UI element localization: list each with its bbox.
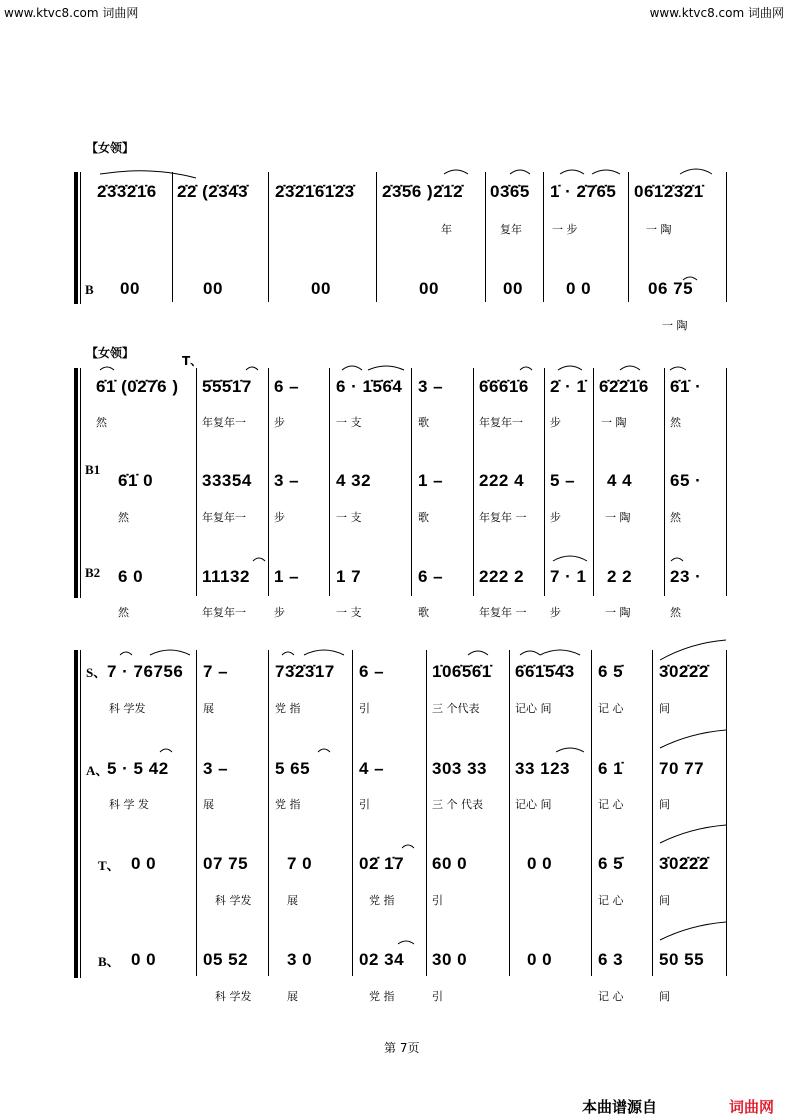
measure: 3̇02̇2̇2̇ <box>659 662 709 681</box>
measure: 6 5̇ <box>598 662 624 681</box>
measure: 05 52 <box>203 950 249 969</box>
tenor-entry-tag: T、 <box>182 354 203 368</box>
slur <box>468 651 488 655</box>
slur <box>520 651 540 655</box>
measure: 6 – <box>418 567 444 586</box>
part-label-soprano: S、 <box>86 665 107 680</box>
slur <box>660 730 726 748</box>
lyric: 党 指 <box>275 702 301 715</box>
lyric: 复年 <box>500 223 522 236</box>
lyric: 展 <box>287 990 298 1003</box>
measure: 6̇6̇6̇1̇6 <box>479 377 529 396</box>
measure: 3̇02̇2̇2̇ <box>659 854 709 873</box>
measure: 6 5̇ <box>598 854 624 873</box>
measure: 03̇6̇5 <box>490 182 530 201</box>
slur <box>620 366 640 370</box>
slur <box>670 367 686 370</box>
measure: 1 – <box>418 471 444 490</box>
measure: 3 – <box>274 471 300 490</box>
measure: 6 1̇ <box>598 759 624 778</box>
slur <box>540 650 580 655</box>
part-label-bass: B、 <box>98 954 120 969</box>
measure: 0 0 <box>527 950 553 969</box>
lyric: 党 指 <box>275 798 301 811</box>
measure: 2̇2̇ (2̇3̇4̇3̇ <box>177 182 249 201</box>
lyric: 年复年一 <box>202 606 246 619</box>
measure: 33354 <box>202 471 252 490</box>
measure: 73̇2̇3̇17 <box>275 662 335 681</box>
measure: 1̇ · 2̇7̇6̇5 <box>550 182 617 201</box>
lyric: 一 陶 <box>605 511 631 524</box>
lyric: 步 <box>550 606 561 619</box>
measure: 4 – <box>359 759 385 778</box>
measure: 6̇1̇ 0 <box>118 471 154 490</box>
measure: 3 – <box>203 759 229 778</box>
lyric: 三 个 代表 <box>432 798 483 811</box>
lyric: 三 个代表 <box>432 702 480 715</box>
slur <box>282 652 294 655</box>
measure: 1̇06̇5̇6̇1̇ <box>432 662 492 681</box>
lyric: 引 <box>359 702 370 715</box>
measure: 65 · <box>670 471 702 490</box>
measure: 3 – <box>418 377 444 396</box>
lyric: 一 陶 <box>662 319 688 332</box>
measure: 06 75 <box>648 279 694 298</box>
part-label-tenor: T、 <box>98 858 120 873</box>
slur <box>368 366 404 370</box>
measure: 00 <box>120 279 140 298</box>
lyric: 然 <box>118 511 129 524</box>
lyric: 一 陶 <box>601 416 627 429</box>
lyric: 科 学发 <box>215 894 252 907</box>
measure: 00 <box>419 279 439 298</box>
measure: 0 0 <box>527 854 553 873</box>
lyric: 间 <box>659 798 670 811</box>
measure: 33 123 <box>515 759 570 778</box>
slur <box>510 170 530 174</box>
measure: 02̇ 1̇7 <box>359 854 405 873</box>
measure: 1 – <box>274 567 300 586</box>
lyric: 步 <box>550 511 561 524</box>
measure: 5̇5̇5̇1̇7 <box>202 377 252 396</box>
lyric: 歌 <box>418 606 429 619</box>
slur <box>680 169 712 174</box>
measure: 0 0 <box>566 279 592 298</box>
measure: 5 – <box>550 471 576 490</box>
slur <box>592 170 620 174</box>
measure: 303 33 <box>432 759 487 778</box>
slur <box>120 652 132 655</box>
lyric: 然 <box>96 416 107 429</box>
lyric: 引 <box>432 894 443 907</box>
slur <box>100 367 114 370</box>
measure: 2̇3̇3̇2̇1̇6 <box>97 182 157 201</box>
slur <box>150 650 190 655</box>
part-label-alto: A、 <box>86 763 109 778</box>
measure: 6̇6̇1̇5̇4̇3 <box>515 662 575 681</box>
measure: 00 <box>503 279 523 298</box>
measure: 6̇1̇ (0̇2̇7̇6 ) <box>96 377 179 396</box>
slur <box>444 170 468 174</box>
header-right-watermark: www.ktvc8.com 词曲网 <box>649 6 784 20</box>
lyric: 记心 间 <box>515 798 552 811</box>
lyric: 然 <box>118 606 129 619</box>
slur <box>160 749 172 752</box>
lyric: 展 <box>287 894 298 907</box>
lyric: 一 支 <box>336 416 362 429</box>
measure: 2̇ · 1̇ <box>550 377 587 396</box>
slur <box>304 650 344 655</box>
slur <box>398 941 414 944</box>
header-left-watermark: www.ktvc8.com 词曲网 <box>4 6 139 20</box>
lyric: 一 陶 <box>605 606 631 619</box>
lyric: 然 <box>670 606 681 619</box>
lyric: 间 <box>659 894 670 907</box>
measure: 60 0 <box>432 854 468 873</box>
measure: 06̇1̇2̇3̇2̇1̇ <box>634 182 704 201</box>
lyric: 记 心 <box>598 798 624 811</box>
lyric: 一 步 <box>552 223 578 236</box>
slur <box>558 366 582 370</box>
measure: 6 0 <box>118 567 144 586</box>
measure: 7 0 <box>287 854 313 873</box>
lyric: 步 <box>550 416 561 429</box>
measure: 70 77 <box>659 759 705 778</box>
source-site: 词曲网 <box>729 1098 775 1116</box>
page-number: 第 7页 <box>384 1041 420 1055</box>
slur <box>683 277 697 280</box>
measure: 4 32 <box>336 471 372 490</box>
lyric: 引 <box>359 798 370 811</box>
measure: 7 · 76756 <box>107 662 184 681</box>
lyric: 间 <box>659 990 670 1003</box>
slur <box>556 748 584 752</box>
lyric: 一 支 <box>336 606 362 619</box>
lyric: 步 <box>274 606 285 619</box>
lyric: 年复年一 <box>479 416 523 429</box>
lyric: 记 心 <box>598 702 624 715</box>
slur <box>660 640 726 660</box>
lyric: 展 <box>203 702 214 715</box>
slur <box>660 825 726 843</box>
lyric: 步 <box>274 416 285 429</box>
slur <box>318 749 330 752</box>
measure: 07 75 <box>203 854 249 873</box>
part-label-b2: B2 <box>85 565 101 580</box>
part-label-b1: B1 <box>85 462 101 477</box>
lyric: 年复年 一 <box>479 606 527 619</box>
slur <box>253 558 265 561</box>
measure: 0 0 <box>131 950 157 969</box>
lyric: 记心 间 <box>515 702 552 715</box>
lyric: 然 <box>670 511 681 524</box>
lyric: 一 支 <box>336 511 362 524</box>
measure: 2̇3̇5̇6 )2̇1̇2̇ <box>382 182 464 201</box>
measure: 222 2 <box>479 567 525 586</box>
slur <box>553 556 587 561</box>
measure: 3 0 <box>287 950 313 969</box>
lyric: 科 学发 <box>109 702 146 715</box>
measure: 5 65 <box>275 759 311 778</box>
part-label-b: B <box>85 282 94 297</box>
measure: 6 3 <box>598 950 624 969</box>
measure: 222 4 <box>479 471 525 490</box>
slur <box>660 922 726 940</box>
measure: 00 <box>203 279 223 298</box>
lyric: 年复年一 <box>202 511 246 524</box>
lyric: 党 指 <box>369 894 395 907</box>
slur <box>246 367 258 370</box>
lyric: 年复年一 <box>202 416 246 429</box>
lyric: 歌 <box>418 416 429 429</box>
slur <box>560 170 584 174</box>
lyric: 一 陶 <box>646 223 672 236</box>
measure: 4 4 <box>607 471 633 490</box>
lyric: 记 心 <box>598 990 624 1003</box>
lyric: 党 指 <box>369 990 395 1003</box>
slur <box>402 845 414 848</box>
slur <box>342 366 362 370</box>
measure: 5 · 5 42 <box>107 759 169 778</box>
lyric: 步 <box>274 511 285 524</box>
lyric: 科 学 发 <box>109 798 149 811</box>
lyric: 科 学发 <box>215 990 252 1003</box>
measure: 00 <box>311 279 331 298</box>
lyric: 间 <box>659 702 670 715</box>
slur <box>520 367 532 370</box>
measure: 30 0 <box>432 950 468 969</box>
lyric: 展 <box>203 798 214 811</box>
measure: 6 · 1̇5̇6̇4 <box>336 377 403 396</box>
measure: 1 7 <box>336 567 362 586</box>
lyric: 歌 <box>418 511 429 524</box>
slur <box>100 171 196 178</box>
measure: 6 – <box>274 377 300 396</box>
measure: 2̇3̇2̇1̇6̇1̇2̇3̇ <box>275 182 355 201</box>
measure: 6 – <box>359 662 385 681</box>
lyric: 年复年 一 <box>479 511 527 524</box>
section-tag-female-lead: 【女领】 <box>86 346 135 360</box>
lyric: 记 心 <box>598 894 624 907</box>
measure: 23 · <box>670 567 702 586</box>
lyric: 然 <box>670 416 681 429</box>
source-credit: 本曲谱源自 <box>582 1098 658 1116</box>
measure: 50 55 <box>659 950 705 969</box>
measure: 6̇2̇2̇1̇6 <box>599 377 649 396</box>
measure: 7 · 1 <box>550 567 587 586</box>
slur <box>671 558 683 561</box>
section-tag-female-lead: 【女领】 <box>86 141 135 155</box>
measure: 6̇1̇ · <box>670 377 702 396</box>
measure: 0 0 <box>131 854 157 873</box>
measure: 7 – <box>203 662 229 681</box>
measure: 2 2 <box>607 567 633 586</box>
measure: 02 34 <box>359 950 405 969</box>
lyric: 年 <box>441 223 452 236</box>
measure: 11132 <box>202 567 250 586</box>
lyric: 引 <box>432 990 443 1003</box>
